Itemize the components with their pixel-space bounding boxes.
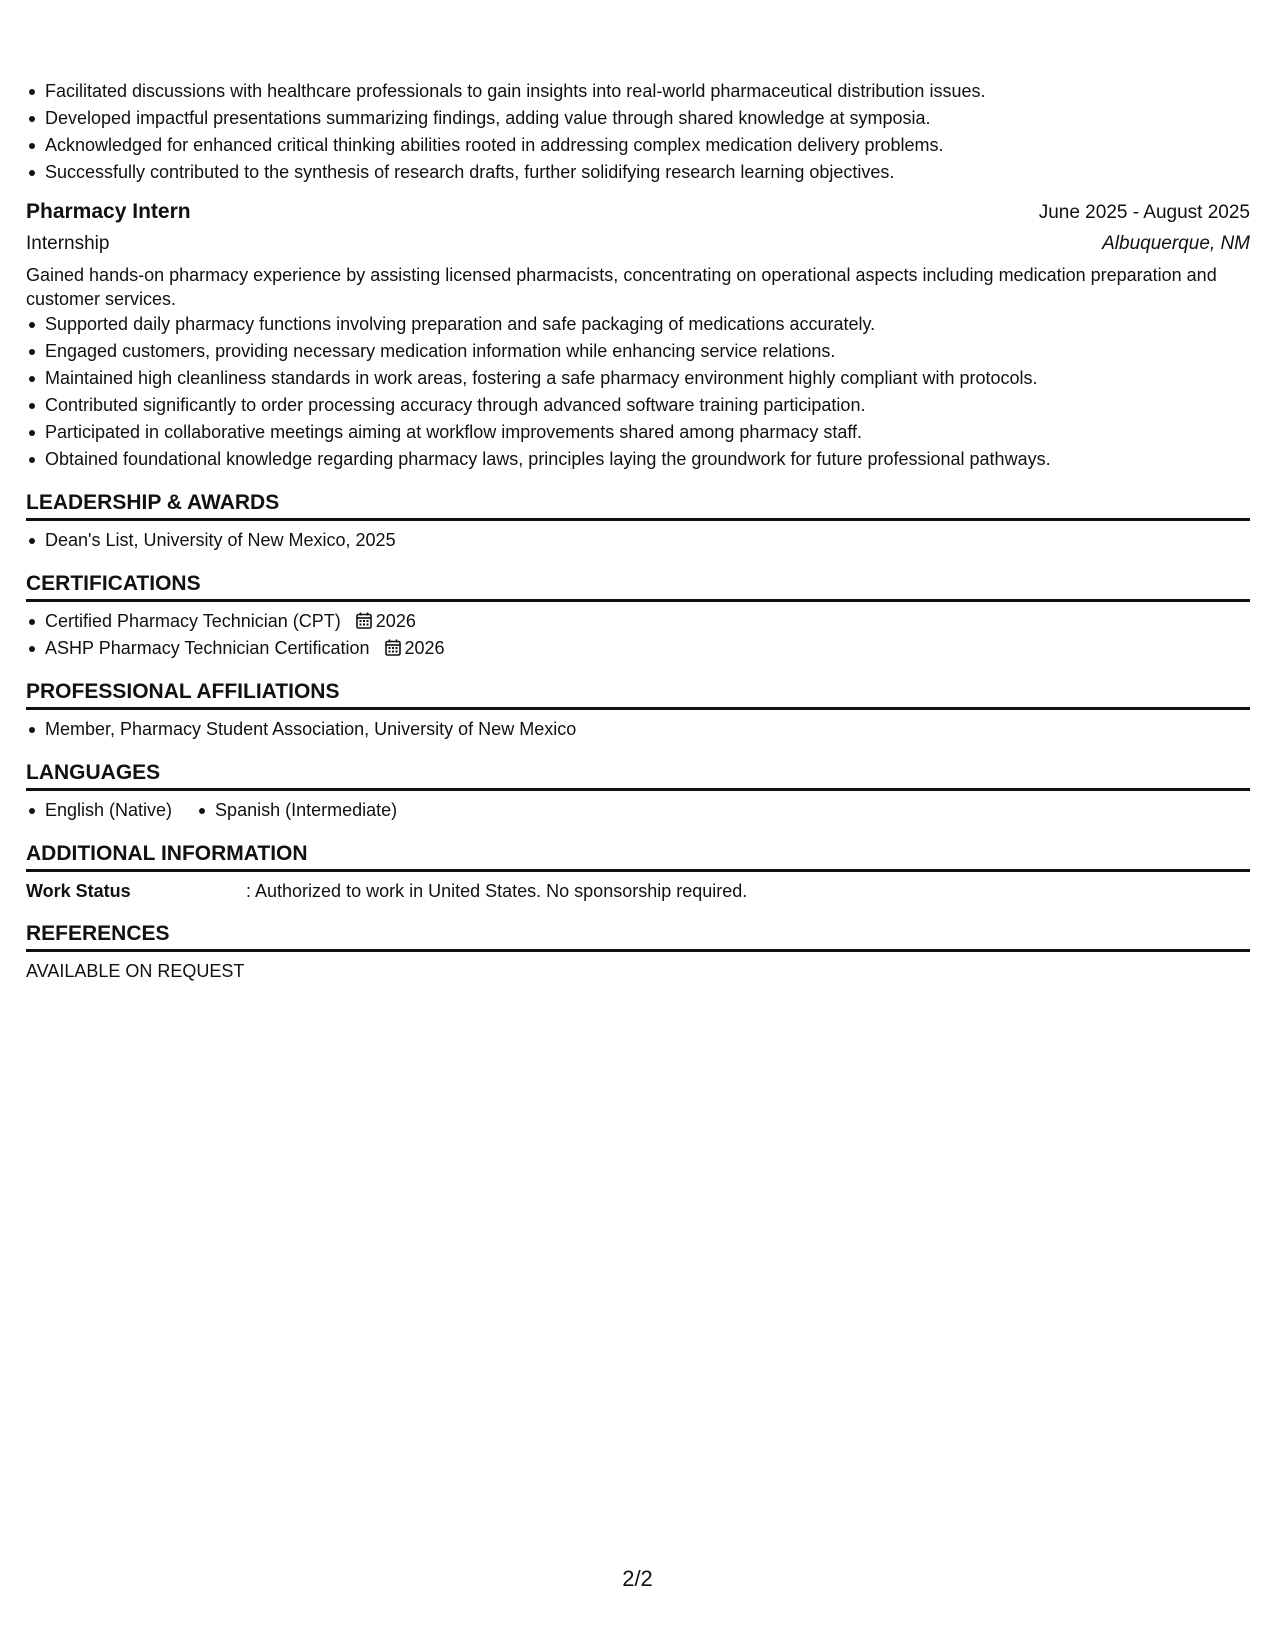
list-item: Developed impactful presentations summarizing findings, adding value through shared knowledge at symposia. <box>26 105 1250 132</box>
resume-page <box>26 78 1250 984</box>
certification-year: 2026 <box>404 638 445 658</box>
internship-entry <box>26 197 1250 473</box>
list-item: Facilitated discussions with healthcare professionals to gain insights into real-world pharmaceutical distribution issues. <box>26 78 1250 105</box>
job-title: Pharmacy Intern <box>26 200 191 223</box>
list-item: Successfully contributed to the synthesis of research drafts, further solidifying research learning objectives. <box>26 159 1250 186</box>
job-summary: Gained hands-on pharmacy experience by assisting licensed pharmacists, concentrating on operational aspects including medication preparation and customer services. <box>26 265 1217 309</box>
certification-year: 2026 <box>375 611 416 631</box>
work-status-value: : Authorized to work in United States. No sponsorship required. <box>246 881 748 901</box>
section-title: ADDITIONAL INFORMATION <box>26 839 1250 872</box>
certifications-section <box>26 569 1250 662</box>
certification-item <box>26 635 1250 662</box>
internship-bullet-list <box>26 311 1250 473</box>
section-title: CERTIFICATIONS <box>26 569 1250 602</box>
section-title: REFERENCES <box>26 919 1250 952</box>
references-section <box>26 919 1250 984</box>
language-item: English (Native) <box>26 797 172 824</box>
language-item: Spanish (Intermediate) <box>196 797 397 824</box>
research-bullet-list <box>26 78 1250 186</box>
languages-section <box>26 758 1250 824</box>
list-item: Acknowledged for enhanced critical thinking abilities rooted in addressing complex medication delivery problems. <box>26 132 1250 159</box>
list-item: Engaged customers, providing necessary medication information while enhancing service relations. <box>26 338 1250 365</box>
certification-name: Certified Pharmacy Technician (CPT) <box>45 611 341 631</box>
job-location: Albuquerque, NM <box>1102 233 1250 254</box>
job-type: Internship <box>26 233 110 254</box>
references-text: AVAILABLE ON REQUEST <box>26 961 245 981</box>
list-item: Obtained foundational knowledge regarding pharmacy laws, principles laying the groundwork for future professional pathways. <box>26 446 1250 473</box>
calendar-icon <box>356 612 372 629</box>
section-title: LANGUAGES <box>26 758 1250 791</box>
additional-info-section <box>26 839 1250 904</box>
list-item: Dean's List, University of New Mexico, 2025 <box>26 527 1250 554</box>
list-item: Member, Pharmacy Student Association, University of New Mexico <box>26 716 1250 743</box>
page-number: 2/2 <box>622 1566 653 1591</box>
list-item: Contributed significantly to order processing accuracy through advanced software training participation. <box>26 392 1250 419</box>
list-item: Supported daily pharmacy functions involving preparation and safe packaging of medications accurately. <box>26 311 1250 338</box>
calendar-icon <box>385 639 401 656</box>
list-item: Participated in collaborative meetings aiming at workflow improvements shared among pharmacy staff. <box>26 419 1250 446</box>
section-title: PROFESSIONAL AFFILIATIONS <box>26 677 1250 710</box>
affiliations-section <box>26 677 1250 743</box>
job-dates: June 2025 - August 2025 <box>1038 202 1250 223</box>
certification-name: ASHP Pharmacy Technician Certification <box>45 638 370 658</box>
section-title: LEADERSHIP & AWARDS <box>26 488 1250 521</box>
leadership-section <box>26 488 1250 554</box>
certification-item <box>26 608 1250 635</box>
list-item: Maintained high cleanliness standards in work areas, fostering a safe pharmacy environment highly compliant with protocols. <box>26 365 1250 392</box>
work-status-label: Work Status <box>26 881 131 901</box>
